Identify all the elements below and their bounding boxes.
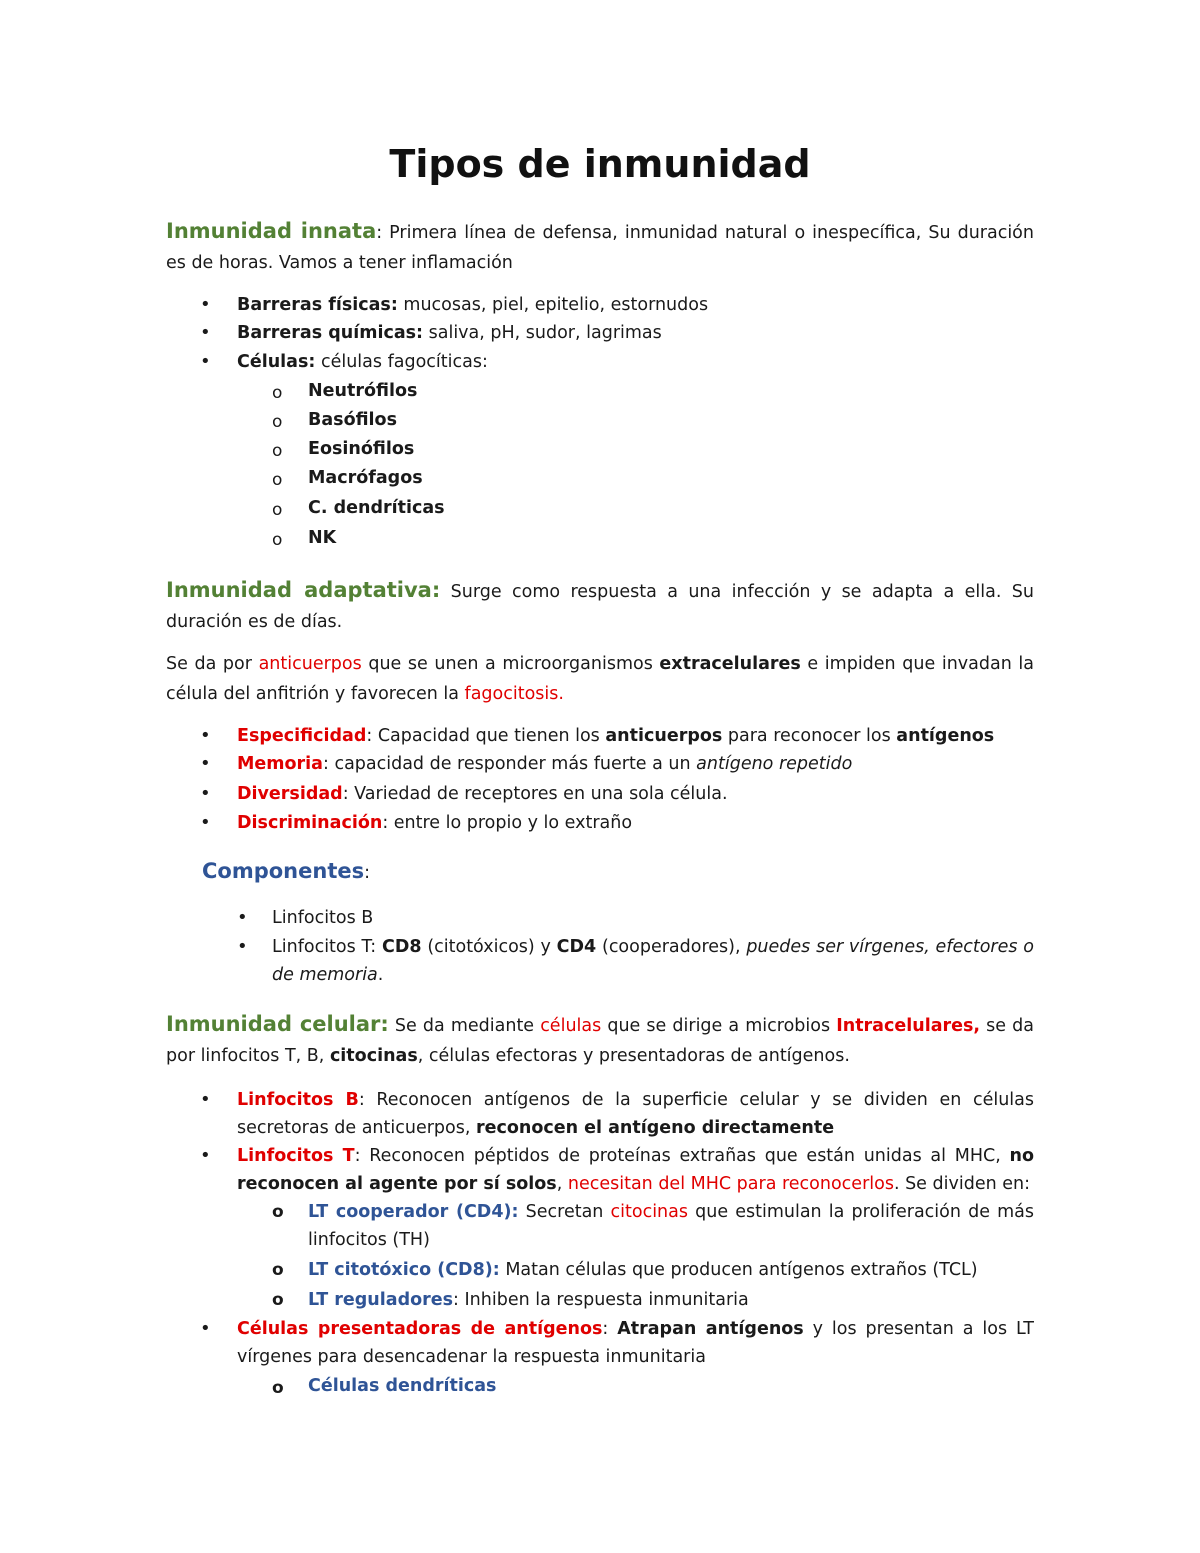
- adaptativa-paragraph-2: Se da por anticuerpos que se unen a microorganismos extracelulares e impiden que invadan la célula del anfitrión y favorecen la fagocitosis.: [166, 654, 1034, 704]
- list-item: Especificidad: Capacidad que tienen los anticuerpos para reconocer los antígenos: [237, 726, 995, 746]
- list-item: Barreras químicas: saliva, pH, sudor, lagrimas: [237, 323, 662, 343]
- bullet-icon: •: [200, 753, 211, 774]
- innata-paragraph: Inmunidad innata: Primera línea de defensa, inmunidad natural o inespecífica, Su duración es de horas. Vamos a tener inflamación: [166, 219, 1034, 273]
- bullet-icon: •: [200, 812, 211, 833]
- list-item: Células presentadoras de antígenos: Atrapan antígenos y los presentan a los LT vírgenes para desencadenar la respuesta inmunitaria: [237, 1319, 1034, 1367]
- circle-bullet-icon: o: [272, 1378, 284, 1398]
- list-item: Barreras físicas: mucosas, piel, epitelio, estornudos: [237, 295, 709, 315]
- list-item: Memoria: capacidad de responder más fuerte a un antígeno repetido: [237, 754, 853, 774]
- bullet-icon: •: [200, 1318, 211, 1339]
- bullet-icon: •: [200, 725, 211, 746]
- cell-item: Macrófagos: [308, 468, 423, 488]
- list-item: Linfocitos B: Reconocen antígenos de la superficie celular y se dividen en células secretoras de anticuerpos, reconocen el antígeno directamente: [237, 1090, 1034, 1138]
- bullet-icon: •: [200, 783, 211, 804]
- circle-bullet-icon: o: [272, 1202, 284, 1222]
- circle-bullet-icon: o: [272, 500, 283, 520]
- celular-heading: Inmunidad celular:: [166, 1012, 389, 1036]
- innata-heading: Inmunidad innata: [166, 219, 377, 243]
- list-item: Diversidad: Variedad de receptores en una sola célula.: [237, 784, 728, 804]
- sub-list-item: Células dendríticas: [308, 1376, 497, 1396]
- cell-item: C. dendríticas: [308, 498, 445, 518]
- bullet-icon: •: [200, 322, 211, 343]
- sub-list-item: LT citotóxico (CD8): Matan células que producen antígenos extraños (TCL): [308, 1260, 978, 1280]
- sub-list-item: LT cooperador (CD4): Secretan citocinas que estimulan la proliferación de más linfocitos (TH): [308, 1202, 1034, 1250]
- cell-item: Neutrófilos: [308, 381, 418, 401]
- cell-item: NK: [308, 528, 337, 548]
- circle-bullet-icon: o: [272, 1290, 284, 1310]
- circle-bullet-icon: o: [272, 1260, 284, 1280]
- cell-item: Eosinófilos: [308, 439, 415, 459]
- celular-paragraph: Inmunidad celular: Se da mediante células que se dirige a microbios Intracelulares, se da por linfocitos T, B, citocinas, células efectoras y presentadoras de antígenos.: [166, 1012, 1035, 1066]
- page-title: Tipos de inmunidad: [389, 142, 811, 186]
- bullet-icon: •: [200, 294, 211, 315]
- bullet-icon: •: [200, 1145, 211, 1166]
- componentes-heading: Componentes: [202, 859, 365, 883]
- circle-bullet-icon: o: [272, 530, 283, 550]
- circle-bullet-icon: o: [272, 412, 283, 432]
- list-item: Células: células fagocíticas:: [237, 352, 488, 372]
- componentes-heading-row: Componentes:: [202, 859, 371, 883]
- list-item: Discriminación: entre lo propio y lo extraño: [237, 813, 633, 833]
- circle-bullet-icon: o: [272, 470, 283, 490]
- bullet-icon: •: [200, 1089, 211, 1110]
- list-item: Linfocitos B: [272, 908, 374, 928]
- bullet-icon: •: [237, 907, 248, 928]
- list-item: Linfocitos T: Reconocen péptidos de proteínas extrañas que están unidas al MHC, no reconocen al agente por sí solos, necesitan del MHC para reconocerlos. Se dividen en:: [237, 1146, 1034, 1194]
- sub-list-item: LT reguladores: Inhiben la respuesta inmunitaria: [308, 1290, 749, 1310]
- adaptativa-paragraph: Inmunidad adaptativa: Surge como respuesta a una infección y se adapta a ella. Su duración es de días.: [166, 578, 1034, 632]
- circle-bullet-icon: o: [272, 441, 283, 461]
- adaptativa-heading: Inmunidad adaptativa:: [166, 578, 441, 602]
- cell-item: Basófilos: [308, 410, 397, 430]
- list-item: Linfocitos T: CD8 (citotóxicos) y CD4 (cooperadores), puedes ser vírgenes, efectores o de memoria.: [272, 937, 1034, 985]
- bullet-icon: •: [237, 936, 248, 957]
- circle-bullet-icon: o: [272, 383, 283, 403]
- bullet-icon: •: [200, 351, 211, 372]
